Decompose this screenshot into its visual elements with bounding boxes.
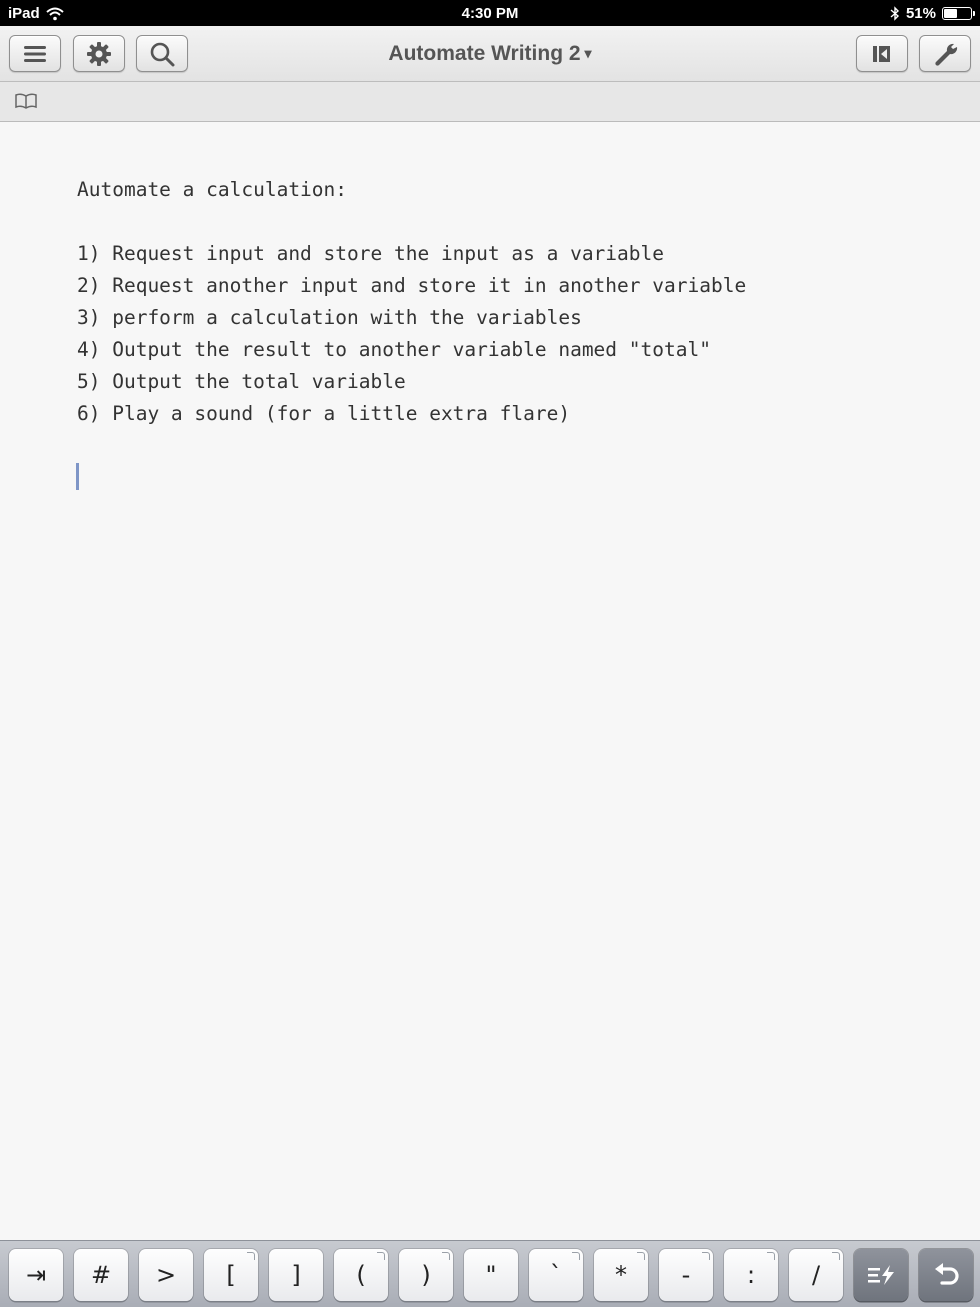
key-corner-mark: [767, 1252, 775, 1260]
text-cursor: [76, 463, 79, 490]
key-hash[interactable]: [74, 1249, 128, 1301]
editor-line: 3) perform a calculation with the variables: [77, 306, 582, 329]
key-corner-mark: [377, 1252, 385, 1260]
title-dropdown-arrow: ▾: [584, 45, 592, 61]
key-tab[interactable]: [9, 1249, 63, 1301]
editor-line: 1) Request input and store the input as a variable: [77, 242, 664, 265]
key-label: ": [485, 1261, 497, 1289]
document-title-text: Automate Writing 2: [388, 42, 581, 65]
battery-level: [944, 9, 957, 18]
toolbar: [0, 26, 980, 82]
editor-line: 5) Output the total variable: [77, 370, 406, 393]
key-asterisk[interactable]: [594, 1249, 648, 1301]
key-label: /: [811, 1261, 821, 1289]
text-editor[interactable]: [77, 174, 937, 430]
wrench-icon: [932, 41, 958, 67]
book-icon: [14, 92, 38, 110]
bluetooth-icon: [890, 6, 900, 21]
key-label: :: [746, 1261, 756, 1289]
key-corner-mark: [832, 1252, 840, 1260]
undo-icon: [932, 1262, 960, 1288]
key-label: ): [421, 1261, 431, 1289]
key-corner-mark: [702, 1252, 710, 1260]
secondary-bar: [0, 82, 980, 122]
editor-line: 2) Request another input and store it in another variable: [77, 274, 747, 297]
key-slash[interactable]: [789, 1249, 843, 1301]
key-label: ]: [291, 1261, 301, 1289]
blank-line: [77, 206, 937, 238]
skip-back-button[interactable]: [856, 35, 908, 72]
key-label: [: [226, 1261, 236, 1289]
key-greater-than[interactable]: [139, 1249, 193, 1301]
tools-button[interactable]: [919, 35, 971, 72]
format-lightning-icon: [866, 1264, 896, 1286]
status-bar: [0, 0, 980, 26]
undo-button[interactable]: [919, 1249, 973, 1301]
key-corner-mark: [247, 1252, 255, 1260]
key-corner-mark: [637, 1252, 645, 1260]
key-dash[interactable]: [659, 1249, 713, 1301]
status-bar-right: [890, 5, 972, 22]
key-colon[interactable]: [724, 1249, 778, 1301]
editor-heading: Automate a calculation:: [77, 178, 348, 201]
editor-line: 6) Play a sound (for a little extra flare): [77, 402, 571, 425]
key-open-bracket[interactable]: [204, 1249, 258, 1301]
document-title[interactable]: [0, 42, 980, 66]
extra-keys-bar: [0, 1240, 980, 1307]
key-backtick[interactable]: [529, 1249, 583, 1301]
key-double-quote[interactable]: [464, 1249, 518, 1301]
key-label: ⇥: [25, 1261, 47, 1289]
key-corner-mark: [572, 1252, 580, 1260]
key-label: #: [90, 1261, 112, 1289]
editor-line: 4) Output the result to another variable named "total": [77, 338, 711, 361]
key-label: *: [615, 1261, 627, 1289]
format-button[interactable]: [854, 1249, 908, 1301]
battery-percent: 51%: [905, 5, 936, 22]
key-corner-mark: [442, 1252, 450, 1260]
key-open-paren[interactable]: [334, 1249, 388, 1301]
skip-back-icon: [870, 44, 894, 64]
preview-button[interactable]: [14, 92, 38, 115]
key-label: -: [681, 1261, 691, 1289]
device-label: iPad: [8, 5, 40, 22]
battery-icon: [942, 7, 972, 20]
key-label: (: [356, 1261, 366, 1289]
key-close-paren[interactable]: [399, 1249, 453, 1301]
key-label: >: [155, 1261, 177, 1289]
key-close-bracket[interactable]: [269, 1249, 323, 1301]
status-time: 4:30 PM: [461, 5, 519, 22]
key-label: `: [550, 1261, 562, 1289]
